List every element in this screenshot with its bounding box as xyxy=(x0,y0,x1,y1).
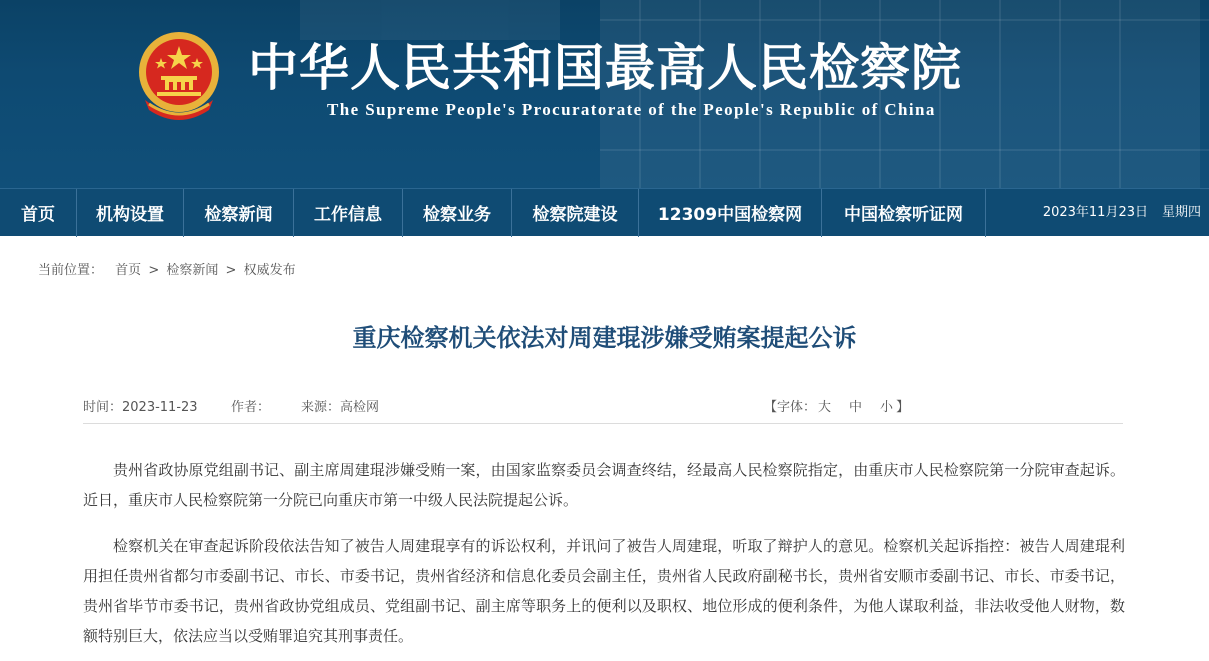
font-size-large[interactable]: 大 xyxy=(818,400,832,415)
nav-item-business[interactable]: 检察业务 xyxy=(403,189,512,237)
font-size-medium[interactable]: 中 xyxy=(849,400,863,415)
breadcrumb xyxy=(38,259,296,278)
breadcrumb-authority-release[interactable]: 权威发布 xyxy=(243,263,296,278)
breadcrumb-prefix: 当前位置： xyxy=(38,263,104,278)
nav-item-work-info[interactable]: 工作信息 xyxy=(294,189,403,237)
nav-item-construction[interactable]: 检察院建设 xyxy=(512,189,639,237)
article-title: 重庆检察机关依法对周建琨涉嫌受贿案提起公诉 xyxy=(352,323,857,352)
nav-item-hearing[interactable]: 中国检察听证网 xyxy=(822,189,986,237)
nav-item-organization[interactable]: 机构设置 xyxy=(77,189,184,237)
weekday-text: 星期四 xyxy=(1161,205,1201,220)
breadcrumb-separator: > xyxy=(148,263,160,278)
nav-item-12309[interactable]: 12309中国检察网 xyxy=(639,189,822,237)
article-paragraph: 检察机关在审查起诉阶段依法告知了被告人周建琨享有的诉讼权利，并讯问了被告人周建琨，听取了辩护人的意见。检察机关起诉指控：被告人周建琨利用担任贵州省都匀市委副书记、市长、市委书记，贵州省经济和信息化委员会副主任，贵州省人民政府副秘书长，贵州省安顺市委副书记、市长、市委书记，贵州省毕节市委书记，贵州省政协党组成员、党组副书记、副主席等职务上的便利以及职权、地位形成的便利条件，为他人谋取利益，非法收受他人财物，数额特别巨大，依法应当以受贿罪追究其刑事责任。 xyxy=(83,537,1125,645)
font-size-small[interactable]: 小 xyxy=(880,400,894,415)
national-emblem-icon xyxy=(135,30,223,124)
publish-time: 时间：2023-11-23 xyxy=(83,400,198,415)
font-size-open: 【字体： xyxy=(764,400,817,415)
site-banner xyxy=(0,0,1209,188)
nav-item-home[interactable]: 首页 xyxy=(0,189,77,237)
current-date xyxy=(1043,189,1201,237)
font-size-close: 】 xyxy=(896,400,910,415)
main-nav xyxy=(0,188,1209,236)
font-size-control xyxy=(764,396,909,415)
nav-item-news[interactable]: 检察新闻 xyxy=(184,189,294,237)
date-text: 2023年11月23日 xyxy=(1042,205,1148,220)
author: 作者： xyxy=(231,400,271,415)
breadcrumb-news[interactable]: 检察新闻 xyxy=(166,263,219,278)
source: 来源：高检网 xyxy=(301,400,380,415)
site-subtitle: The Supreme People's Procuratorate of the People's Republic of China xyxy=(327,100,936,119)
article-meta xyxy=(83,396,1123,424)
breadcrumb-home[interactable]: 首页 xyxy=(115,263,142,278)
breadcrumb-separator: > xyxy=(225,263,237,278)
article-paragraph: 贵州省政协原党组副书记、副主席周建琨涉嫌受贿一案，由国家监察委员会调查终结，经最高人民检察院指定，由重庆市人民检察院第一分院审查起诉。近日，重庆市人民检察院第一分院已向重庆市第一中级人民法院提起公诉。 xyxy=(83,461,1125,509)
site-title: 中华人民共和国最高人民检察院 xyxy=(248,38,962,97)
